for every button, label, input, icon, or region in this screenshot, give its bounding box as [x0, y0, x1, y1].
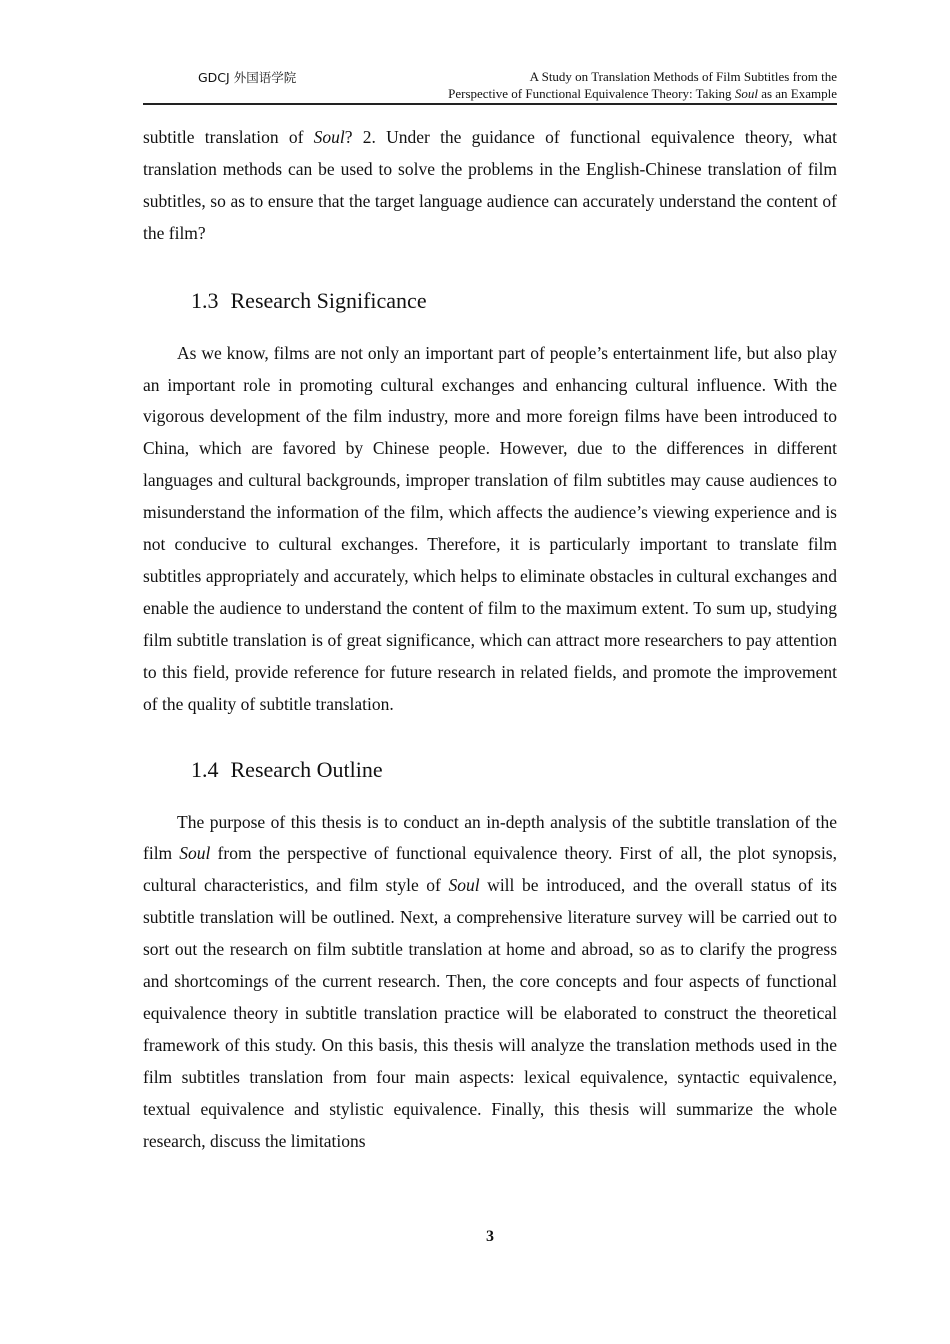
header-title-line2-post: as an Example — [757, 86, 837, 101]
section-number: 1.4 — [191, 756, 219, 782]
paragraph-continuation: subtitle translation of Soul? 2. Under the guidance of functional equivalence theory, what translation methods can be used to solve the problems in the English-Chinese translation of film subtitles, so as to ensure that the target language audience can accurately understand the content of the film? — [143, 127, 838, 243]
paragraph-research-outline: The purpose of this thesis is to conduct an in-depth analysis of the subtitle translation of the film Soul from the perspective of functional equivalence theory. First of all, the plot synopsis, cultural characteristics, and film style of Soul will be introduced, and the overall status of its subtitle translation will be outlined. Next, a comprehensive literature survey will be carried out to sort out the research on film subtitle translation at home and abroad, so as to clarify the progress and shortcomings of the current research. Then, the core concepts and four aspects of functional equivalence theory in subtitle translation practice will be elaborated to construct the theoretical framework of this study. On this basis, this thesis will analyze the translation methods used in the film subtitles translation from four main aspects: lexical equivalence, syntactic equivalence, textual equivalence and stylistic equivalence. Finally, this thesis will summarize the whole research, discuss the limitations — [143, 811, 837, 1151]
header-title-line2 — [448, 85, 837, 102]
header-title-film: Soul — [734, 86, 758, 101]
section-heading-1-3 — [143, 286, 837, 316]
header-title-line2-pre: Perspective of Functional Equivalence Theory: Taking — [448, 86, 735, 101]
film-title-soul: Soul — [179, 843, 211, 864]
page-body — [143, 122, 837, 1157]
section-heading-1-4 — [143, 755, 837, 785]
header-thesis-title — [448, 68, 837, 102]
page-header — [143, 66, 837, 105]
section-number: 1.3 — [191, 287, 219, 313]
film-title-soul: Soul — [313, 127, 345, 147]
section-title: Research Outline — [230, 756, 383, 782]
section-title: Research Significance — [230, 287, 427, 313]
header-title-line1: A Study on Translation Methods of Film Subtitles from the — [529, 69, 837, 84]
header-institution: GDCJ 外国语学院 — [198, 70, 297, 85]
paragraph-research-significance: As we know, films are not only an important part of people’s entertainment life, but also play an important role in promoting cultural exchanges and enhancing cultural influence. With the vigorous development of the film industry, more and more foreign films have been introduced to China, which are favored by Chinese people. However, due to the differences in different languages and cultural backgrounds, improper translation of film subtitles may cause audiences to misunderstand the information of the film, which affects the audience’s viewing experience and is not conducive to cultural exchanges. Therefore, it is particularly important to translate film subtitles appropriately and accurately, which helps to eliminate obstacles in cultural exchanges and enable the audience to understand the content of film to the maximum extent. To sum up, studying film subtitle translation is of great significance, which can attract more researchers to pay attention to this field, provide reference for future research in related fields, and promote the improvement of the quality of subtitle translation. — [143, 342, 837, 714]
page-number: 3 — [486, 1228, 494, 1245]
film-title-soul: Soul — [448, 875, 480, 896]
